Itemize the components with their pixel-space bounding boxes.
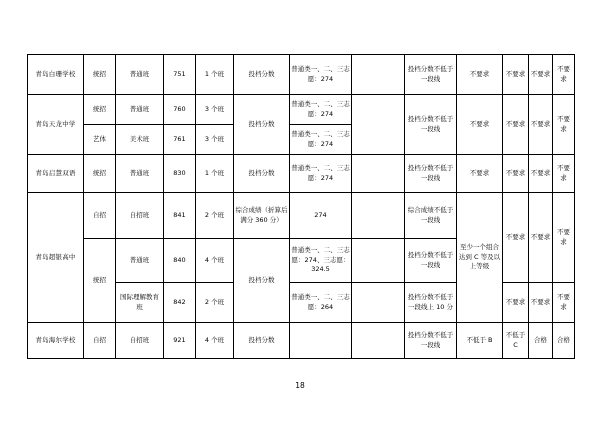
cell-rank-req — [352, 193, 405, 239]
cell-admit-type: 统招 — [84, 155, 116, 193]
cell-class-count: 2 个班 — [196, 283, 234, 323]
cell-plan-code: 761 — [164, 125, 196, 155]
cell-labor: 不要求 — [553, 283, 575, 323]
cell-plan-code: 921 — [164, 323, 196, 359]
cell-admit-type: 自招 — [84, 323, 116, 359]
cell-rank-req — [352, 95, 405, 155]
cell-comprehensive: 投档分数不低于一段线 — [405, 95, 457, 155]
cell-class-count: 1 个班 — [196, 155, 234, 193]
cell-academic: 至少一个组合达到 C 等及以上等级 — [457, 193, 503, 323]
cell-class-count: 4 个班 — [196, 323, 234, 359]
cell-academic: 不要求 — [457, 55, 503, 95]
cell-physical: 不要求 — [503, 283, 529, 323]
cell-class-type: 普通班 — [116, 239, 164, 283]
table-row — [28, 55, 575, 95]
cell-admit-type: 统招 — [84, 95, 116, 125]
table-row — [28, 95, 575, 125]
cell-score-req: 普通类一、二、三志愿：274 — [290, 95, 352, 125]
cell-labor: 合格 — [553, 323, 575, 359]
cell-score-req: 普通类一、二、三志愿：274 — [290, 55, 352, 95]
cell-score-req: 普通类一、二、三志愿：274 — [290, 125, 352, 155]
cell-plan-code: 830 — [164, 155, 196, 193]
cell-physical: 不要求 — [503, 193, 529, 283]
cell-class-type: 普通班 — [116, 95, 164, 125]
cell-comprehensive: 投档分数不低于一段线上 10 分 — [405, 283, 457, 323]
cell-academic: 不要求 — [457, 95, 503, 155]
cell-rank-req — [352, 283, 405, 323]
cell-score-req: 普通类一、二、三志愿：264 — [290, 283, 352, 323]
cell-admit-type: 统招 — [84, 55, 116, 95]
admissions-table — [27, 54, 575, 359]
cell-admit-type: 艺体 — [84, 125, 116, 155]
cell-physical: 不要求 — [503, 55, 529, 95]
cell-admit-method: 投档分数 — [234, 155, 290, 193]
cell-comprehensive: 投档分数不低于一段线 — [405, 155, 457, 193]
cell-school: 青岛超银高中 — [28, 193, 84, 323]
cell-school: 青岛海尔学校 — [28, 323, 84, 359]
table-row — [28, 323, 575, 359]
cell-physical: 不要求 — [503, 95, 529, 155]
cell-labor: 不要求 — [553, 55, 575, 95]
cell-labor: 不要求 — [553, 95, 575, 155]
cell-admit-method: 综合成绩（折算后满分 360 分） — [234, 193, 290, 239]
cell-plan-code: 842 — [164, 283, 196, 323]
cell-school: 青岛天龙中学 — [28, 95, 84, 155]
cell-class-count: 3 个班 — [196, 95, 234, 125]
cell-school: 青岛白珊学校 — [28, 55, 84, 95]
admissions-table-container — [27, 54, 574, 359]
cell-labor: 不要求 — [553, 193, 575, 283]
cell-score-req: 274 — [290, 193, 352, 239]
cell-class-type: 国际理解教育班 — [116, 283, 164, 323]
cell-plan-code: 760 — [164, 95, 196, 125]
cell-class-type: 普通班 — [116, 55, 164, 95]
cell-class-count: 4 个班 — [196, 239, 234, 283]
cell-school: 青岛启慧双语 — [28, 155, 84, 193]
cell-class-count: 1 个班 — [196, 55, 234, 95]
cell-art: 不要求 — [529, 283, 553, 323]
cell-art: 合格 — [529, 323, 553, 359]
cell-class-type: 自招班 — [116, 323, 164, 359]
cell-comprehensive: 投档分数不低于一段线 — [405, 55, 457, 95]
cell-class-count: 2 个班 — [196, 193, 234, 239]
cell-academic: 不要求 — [457, 155, 503, 193]
cell-comprehensive: 投档分数不低于一段线 — [405, 323, 457, 359]
page-number: 18 — [295, 381, 305, 390]
table-row — [28, 193, 575, 239]
cell-physical: 不要求 — [503, 155, 529, 193]
cell-admit-method: 投档分数 — [234, 239, 290, 323]
cell-physical: 不低于 C — [503, 323, 529, 359]
cell-plan-code: 751 — [164, 55, 196, 95]
cell-academic: 不低于 B — [457, 323, 503, 359]
cell-art: 不要求 — [529, 55, 553, 95]
cell-rank-req — [352, 155, 405, 193]
cell-score-req: 普通类一、二、三志愿：274、三志愿：324.5 — [290, 239, 352, 283]
cell-art: 不要求 — [529, 155, 553, 193]
cell-rank-req — [352, 239, 405, 283]
cell-class-type: 普通班 — [116, 155, 164, 193]
cell-admit-method: 投档分数 — [234, 95, 290, 155]
cell-labor: 不要求 — [553, 155, 575, 193]
cell-admit-method: 投档分数 — [234, 323, 290, 359]
cell-admit-method: 投档分数 — [234, 55, 290, 95]
cell-plan-code: 840 — [164, 239, 196, 283]
cell-rank-req — [352, 55, 405, 95]
table-row — [28, 155, 575, 193]
cell-comprehensive: 投档分数不低于一段线 — [405, 239, 457, 283]
cell-class-count: 3 个班 — [196, 125, 234, 155]
cell-rank-req — [352, 323, 405, 359]
cell-score-req — [290, 323, 352, 359]
cell-class-type: 美术班 — [116, 125, 164, 155]
cell-art: 不要求 — [529, 95, 553, 155]
cell-class-type: 自招班 — [116, 193, 164, 239]
cell-score-req: 普通类一、二、三志愿：274 — [290, 155, 352, 193]
cell-admit-type: 统招 — [84, 239, 116, 323]
cell-admit-type: 自招 — [84, 193, 116, 239]
cell-plan-code: 841 — [164, 193, 196, 239]
cell-art: 不要求 — [529, 193, 553, 283]
cell-comprehensive: 综合成绩不低于一段线 — [405, 193, 457, 239]
